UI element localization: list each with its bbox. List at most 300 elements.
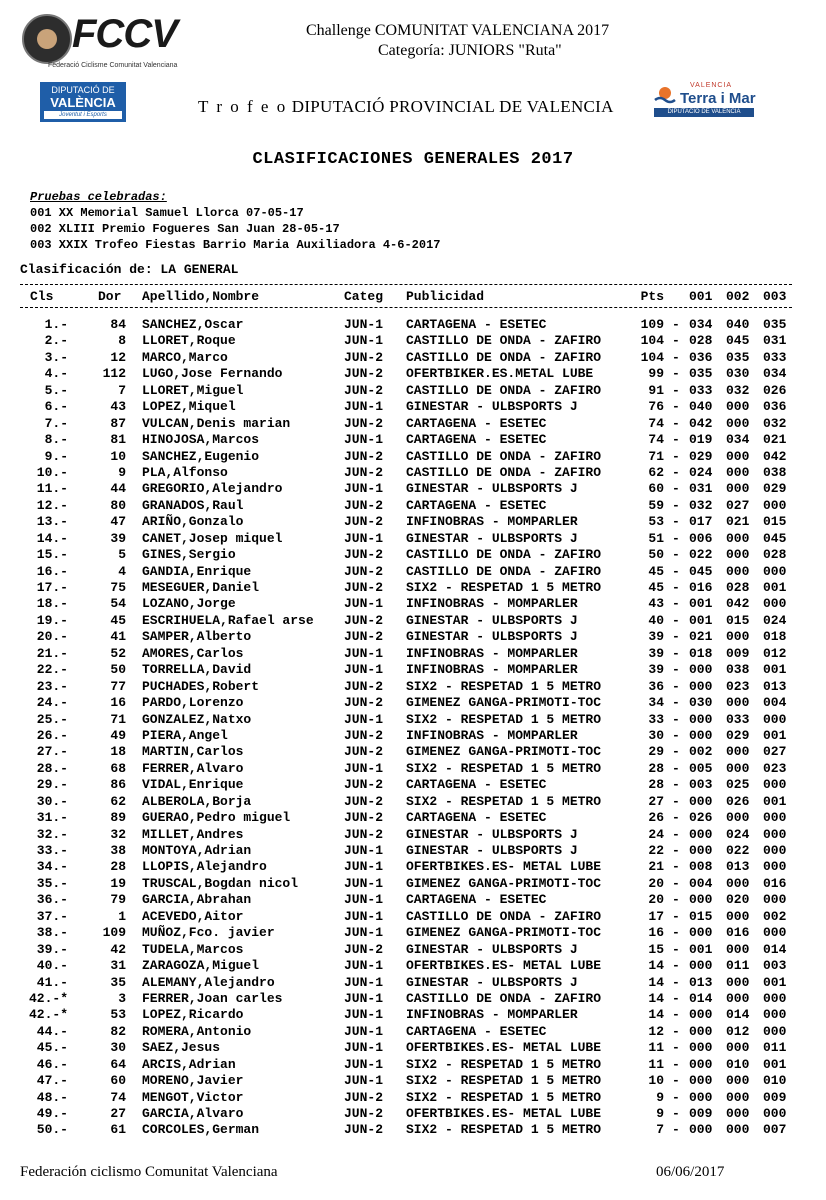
cell-dor: 10	[110, 448, 126, 464]
cell-name: CANET,Josep miquel	[142, 530, 283, 546]
cell-pts: 104	[640, 349, 664, 365]
cell-separator: -	[672, 777, 680, 793]
table-row	[20, 859, 792, 875]
cell-stage-3: 000	[763, 711, 787, 727]
cell-separator: -	[672, 727, 680, 743]
cell-dor: 12	[110, 349, 126, 365]
cell-categ: JUN-2	[344, 580, 384, 595]
cell-name: PLA,Alfonso	[142, 464, 228, 480]
cell-publicidad: CARTAGENA - ESETEC	[406, 810, 547, 826]
table-body	[20, 317, 792, 1139]
cell-publicidad: INFINOBRAS - MOMPARLER	[406, 727, 578, 743]
cell-separator: -	[672, 843, 680, 858]
cell-name: PUCHADES,Robert	[142, 678, 260, 694]
cell-stage-2: 000	[726, 1040, 750, 1056]
cell-pts: 43	[648, 596, 664, 612]
dipu-logo-line2: VALÈNCIA	[50, 95, 116, 110]
table-row	[20, 712, 792, 728]
cell-separator: -	[672, 793, 680, 809]
cell-stage-3: 001	[763, 1056, 787, 1072]
table-row	[20, 827, 792, 843]
trofeo-name: DIPUTACIÓ PROVINCIAL DE VALENCIA	[291, 97, 614, 116]
cell-cls: 46.-	[36, 1056, 68, 1072]
table-row	[20, 498, 792, 514]
table-row	[20, 679, 792, 695]
cell-stage-2: 028	[726, 580, 750, 595]
cell-stage-2: 000	[726, 481, 750, 497]
cell-publicidad: OFERTBIKES.ES- METAL LUBE	[406, 958, 602, 974]
table-row	[20, 416, 792, 432]
cell-dor: 49	[110, 727, 126, 743]
cell-stage-1: 031	[689, 481, 713, 497]
table-row	[20, 1024, 792, 1040]
cell-cls: 17.-	[36, 580, 68, 595]
cell-name: MILLET,Andres	[142, 826, 244, 842]
cell-publicidad: CASTILLO DE ONDA - ZAFIRO	[406, 990, 602, 1006]
cell-publicidad: SIX2 - RESPETAD 1 5 METRO	[406, 711, 602, 727]
cell-stage-3: 001	[763, 727, 787, 743]
cell-separator: -	[672, 629, 680, 645]
cell-stage-3: 000	[763, 563, 787, 579]
cell-categ: JUN-2	[344, 349, 384, 365]
cell-pts: 15	[648, 941, 664, 957]
cell-separator: -	[672, 1073, 680, 1089]
cell-name: GARCIA,Abrahan	[142, 892, 252, 908]
cell-publicidad: INFINOBRAS - MOMPARLER	[406, 514, 578, 530]
cell-dor: 38	[110, 843, 126, 858]
cell-stage-3: 009	[763, 1089, 787, 1105]
cell-pts: 11	[648, 1056, 664, 1072]
cell-categ: JUN-2	[344, 727, 384, 743]
cell-cls: 8.-	[44, 432, 68, 448]
cell-separator: -	[672, 596, 680, 612]
cell-separator: -	[672, 695, 680, 711]
cell-name: LOPEZ,Miquel	[142, 399, 236, 415]
cell-publicidad: CARTAGENA - ESETEC	[406, 415, 547, 431]
cell-cls: 45.-	[36, 1040, 68, 1056]
cell-separator: -	[672, 399, 680, 415]
cell-dor: 35	[110, 974, 126, 990]
cell-publicidad: GINESTAR - ULBSPORTS J	[406, 612, 578, 628]
cell-cls: 47.-	[36, 1073, 68, 1089]
cell-categ: JUN-2	[344, 744, 384, 760]
cell-name: ALEMANY,Alejandro	[142, 974, 275, 990]
header-pts: Pts	[640, 289, 664, 304]
cell-separator: -	[672, 990, 680, 1006]
cell-stage-1: 004	[689, 875, 713, 891]
cell-dor: 4	[118, 563, 126, 579]
cell-categ: JUN-1	[344, 1023, 384, 1039]
cell-name: ALBEROLA,Borja	[142, 793, 252, 809]
cell-separator: -	[672, 382, 680, 398]
cell-pts: 7	[656, 1122, 664, 1138]
cell-publicidad: GINESTAR - ULBSPORTS J	[406, 941, 578, 957]
cell-dor: 7	[118, 382, 126, 398]
cell-cls: 12.-	[36, 497, 68, 513]
cell-categ: JUN-2	[344, 678, 384, 694]
table-row	[20, 777, 792, 793]
table-row	[20, 399, 792, 415]
cell-stage-1: 029	[689, 448, 713, 464]
cell-stage-2: 000	[726, 974, 750, 990]
cell-cls: 22.-	[36, 662, 68, 678]
cell-publicidad: GIMENEZ GANGA-PRIMOTI-TOC	[406, 744, 602, 760]
cell-stage-3: 021	[763, 432, 787, 448]
cell-stage-1: 013	[689, 974, 713, 990]
cell-categ: JUN-2	[344, 382, 384, 398]
cell-cls: 32.-	[36, 826, 68, 842]
cell-categ: JUN-1	[344, 1073, 384, 1089]
terra-logo-top: VALENCIA	[690, 82, 733, 89]
cell-dor: 45	[110, 612, 126, 628]
cell-stage-3: 028	[763, 547, 787, 563]
table-row	[20, 333, 792, 349]
cell-categ: JUN-1	[344, 1040, 384, 1056]
cell-name: ESCRIHUELA,Rafael arse	[142, 612, 314, 628]
cell-publicidad: INFINOBRAS - MOMPARLER	[406, 596, 578, 612]
cell-publicidad: SIX2 - RESPETAD 1 5 METRO	[406, 1122, 602, 1138]
cell-stage-3: 007	[763, 1122, 787, 1138]
cell-name: LLOPIS,Alejandro	[142, 859, 267, 875]
cell-dor: 71	[110, 711, 126, 727]
cell-pts: 9	[656, 1106, 664, 1121]
cell-dor: 8	[118, 333, 126, 349]
cell-name: MESEGUER,Daniel	[142, 580, 260, 595]
cell-stage-2: 042	[726, 596, 750, 612]
cell-publicidad: SIX2 - RESPETAD 1 5 METRO	[406, 678, 602, 694]
pruebas-heading: Pruebas celebradas:	[30, 190, 167, 204]
cell-stage-3: 000	[763, 990, 787, 1006]
cell-stage-3: 035	[763, 317, 787, 332]
cell-stage-1: 000	[689, 892, 713, 908]
cell-name: AMORES,Carlos	[142, 645, 244, 661]
cell-name: MUÑOZ,Fco. javier	[142, 925, 275, 941]
cell-categ: JUN-1	[344, 317, 384, 332]
cell-stage-3: 036	[763, 399, 787, 415]
cell-name: PARDO,Lorenzo	[142, 695, 244, 711]
cell-publicidad: GINESTAR - ULBSPORTS J	[406, 826, 578, 842]
cell-publicidad: SIX2 - RESPETAD 1 5 METRO	[406, 1056, 602, 1072]
cell-separator: -	[672, 662, 680, 678]
cell-cls: 20.-	[36, 629, 68, 645]
cell-stage-2: 000	[726, 399, 750, 415]
cell-publicidad: CARTAGENA - ESETEC	[406, 777, 547, 793]
cell-categ: JUN-1	[344, 481, 384, 497]
cell-publicidad: GINESTAR - ULBSPORTS J	[406, 629, 578, 645]
cell-categ: JUN-1	[344, 958, 384, 974]
cell-categ: JUN-1	[344, 432, 384, 448]
cell-dor: 80	[110, 497, 126, 513]
cell-name: LLORET,Roque	[142, 333, 236, 349]
table-row	[20, 629, 792, 645]
cell-stage-1: 017	[689, 514, 713, 530]
cell-publicidad: GINESTAR - ULBSPORTS J	[406, 481, 578, 497]
cell-cls: 23.-	[36, 678, 68, 694]
cell-stage-3: 000	[763, 1106, 787, 1121]
table-row	[20, 1090, 792, 1106]
cell-stage-1: 001	[689, 612, 713, 628]
cell-pts: 26	[648, 810, 664, 826]
header-dor: Dor	[98, 289, 122, 304]
cell-publicidad: INFINOBRAS - MOMPARLER	[406, 1007, 578, 1023]
cell-dor: 27	[110, 1106, 126, 1121]
cell-name: FERRER,Alvaro	[142, 760, 244, 776]
cell-stage-1: 018	[689, 645, 713, 661]
cell-stage-3: 016	[763, 875, 787, 891]
cell-categ: JUN-1	[344, 662, 384, 678]
cell-stage-3: 000	[763, 596, 787, 612]
cell-stage-2: 014	[726, 1007, 750, 1023]
cell-name: MARCO,Marco	[142, 349, 228, 365]
cell-stage-3: 018	[763, 629, 787, 645]
cell-stage-1: 022	[689, 547, 713, 563]
cell-name: MORENO,Javier	[142, 1073, 244, 1089]
cell-cls: 41.-	[36, 974, 68, 990]
cell-cls: 11.-	[36, 481, 68, 497]
cell-publicidad: CASTILLO DE ONDA - ZAFIRO	[406, 908, 602, 924]
cell-categ: JUN-2	[344, 497, 384, 513]
cell-dor: 68	[110, 760, 126, 776]
cell-pts: 16	[648, 925, 664, 941]
cell-separator: -	[672, 366, 680, 382]
cell-stage-2: 025	[726, 777, 750, 793]
cell-pts: 20	[648, 892, 664, 908]
cell-pts: 53	[648, 514, 664, 530]
cell-name: MENGOT,Victor	[142, 1089, 244, 1105]
table-row	[20, 695, 792, 711]
cell-pts: 62	[648, 464, 664, 480]
cell-dor: 30	[110, 1040, 126, 1056]
table-row	[20, 580, 792, 596]
diputacio-valencia-logo	[40, 82, 126, 122]
cell-separator: -	[672, 1106, 680, 1121]
cell-pts: 21	[648, 859, 664, 875]
cell-separator: -	[672, 547, 680, 563]
prueba-item: 001 XX Memorial Samuel Llorca 07-05-17	[30, 206, 304, 220]
cell-publicidad: SIX2 - RESPETAD 1 5 METRO	[406, 1073, 602, 1089]
cell-pts: 28	[648, 760, 664, 776]
header-cls: Cls	[30, 289, 54, 304]
header-name: Apellido,Nombre	[142, 289, 260, 304]
table-header-row	[20, 285, 792, 307]
cell-cls: 18.-	[36, 596, 68, 612]
cell-dor: 1	[118, 908, 126, 924]
cell-separator: -	[672, 612, 680, 628]
cell-categ: JUN-2	[344, 695, 384, 711]
cell-categ: JUN-1	[344, 760, 384, 776]
cell-cls: 35.-	[36, 875, 68, 891]
cell-stage-1: 032	[689, 497, 713, 513]
cell-name: MONTOYA,Adrian	[142, 843, 252, 858]
cell-name: VIDAL,Enrique	[142, 777, 244, 793]
cell-pts: 45	[648, 563, 664, 579]
table-row	[20, 975, 792, 991]
cell-dor: 47	[110, 514, 126, 530]
cell-dor: 16	[110, 695, 126, 711]
cell-stage-2: 034	[726, 432, 750, 448]
cell-pts: 24	[648, 826, 664, 842]
cell-dor: 41	[110, 629, 126, 645]
cell-categ: JUN-1	[344, 908, 384, 924]
cell-stage-3: 003	[763, 958, 787, 974]
cell-stage-2: 045	[726, 333, 750, 349]
cell-cls: 48.-	[36, 1089, 68, 1105]
cell-stage-2: 000	[726, 464, 750, 480]
cell-categ: JUN-2	[344, 1122, 384, 1138]
cell-separator: -	[672, 1040, 680, 1056]
cell-stage-2: 000	[726, 1122, 750, 1138]
cell-cls: 39.-	[36, 941, 68, 957]
cell-stage-3: 000	[763, 925, 787, 941]
cell-cls: 2.-	[44, 333, 68, 349]
cell-publicidad: OFERTBIKES.ES- METAL LUBE	[406, 859, 602, 875]
cell-stage-3: 013	[763, 678, 787, 694]
prueba-item: 003 XXIX Trofeo Fiestas Barrio Maria Auxiliadora 4-6-2017	[30, 238, 441, 252]
table-row	[20, 794, 792, 810]
cell-stage-3: 027	[763, 744, 787, 760]
cell-pts: 12	[648, 1023, 664, 1039]
cell-separator: -	[672, 974, 680, 990]
cell-cls: 16.-	[36, 563, 68, 579]
cell-separator: -	[672, 760, 680, 776]
cell-categ: JUN-2	[344, 415, 384, 431]
cell-dor: 89	[110, 810, 126, 826]
cell-name: TUDELA,Marcos	[142, 941, 244, 957]
prueba-item: 002 XLIII Premio Fogueres San Juan 28-05-17	[30, 222, 340, 236]
table-row	[20, 991, 792, 1007]
cell-dor: 79	[110, 892, 126, 908]
cell-separator: -	[672, 892, 680, 908]
cell-stage-1: 035	[689, 366, 713, 382]
table-row	[20, 465, 792, 481]
cell-stage-3: 000	[763, 810, 787, 826]
cell-name: GONZALEZ,Natxo	[142, 711, 252, 727]
cell-publicidad: GINESTAR - ULBSPORTS J	[406, 399, 578, 415]
cell-stage-2: 033	[726, 711, 750, 727]
cell-stage-1: 000	[689, 1023, 713, 1039]
cell-cls: 30.-	[36, 793, 68, 809]
cell-stage-2: 029	[726, 727, 750, 743]
cell-categ: JUN-1	[344, 892, 384, 908]
cell-stage-2: 015	[726, 612, 750, 628]
cell-stage-3: 001	[763, 974, 787, 990]
results-table	[20, 280, 792, 1139]
cell-dor: 62	[110, 793, 126, 809]
cell-pts: 33	[648, 711, 664, 727]
cell-separator: -	[672, 497, 680, 513]
cell-dor: 60	[110, 1073, 126, 1089]
table-row	[20, 1057, 792, 1073]
cell-separator: -	[672, 941, 680, 957]
cell-stage-1: 024	[689, 464, 713, 480]
cell-stage-1: 000	[689, 662, 713, 678]
cell-separator: -	[672, 744, 680, 760]
cell-stage-2: 000	[726, 1089, 750, 1105]
cell-separator: -	[672, 1122, 680, 1138]
cell-cls: 14.-	[36, 530, 68, 546]
cell-dor: 42	[110, 941, 126, 957]
cell-stage-3: 038	[763, 464, 787, 480]
cell-name: GREGORIO,Alejandro	[142, 481, 283, 497]
cell-categ: JUN-2	[344, 366, 384, 382]
table-row	[20, 1007, 792, 1023]
cell-stage-3: 032	[763, 415, 787, 431]
cell-publicidad: CASTILLO DE ONDA - ZAFIRO	[406, 563, 602, 579]
cell-name: GINES,Sergio	[142, 547, 236, 563]
cell-categ: JUN-1	[344, 974, 384, 990]
cell-separator: -	[672, 925, 680, 941]
cell-stage-1: 000	[689, 1122, 713, 1138]
cell-pts: 51	[648, 530, 664, 546]
cell-cls: 50.-	[36, 1122, 68, 1138]
cell-name: SAEZ,Jesus	[142, 1040, 221, 1056]
trofeo-title	[198, 97, 614, 117]
cell-stage-2: 000	[726, 629, 750, 645]
cell-stage-1: 000	[689, 793, 713, 809]
cell-separator: -	[672, 678, 680, 694]
cell-stage-3: 000	[763, 859, 787, 875]
cell-dor: 39	[110, 530, 126, 546]
cell-stage-2: 000	[726, 563, 750, 579]
table-row	[20, 449, 792, 465]
cell-stage-1: 034	[689, 317, 713, 332]
cell-categ: JUN-2	[344, 793, 384, 809]
footer-date: 06/06/2017	[656, 1164, 725, 1180]
cell-dor: 5	[118, 547, 126, 563]
cell-pts: 34	[648, 695, 664, 711]
cell-stage-1: 001	[689, 941, 713, 957]
cell-stage-3: 023	[763, 760, 787, 776]
table-row	[20, 1073, 792, 1089]
cell-cls: 34.-	[36, 859, 68, 875]
table-row	[20, 432, 792, 448]
cell-name: HINOJOSA,Marcos	[142, 432, 260, 448]
cell-categ: JUN-2	[344, 777, 384, 793]
cell-cls: 49.-	[36, 1106, 68, 1121]
cell-pts: 50	[648, 547, 664, 563]
cell-stage-2: 038	[726, 662, 750, 678]
cell-separator: -	[672, 810, 680, 826]
cell-pts: 17	[648, 908, 664, 924]
table-row	[20, 613, 792, 629]
cell-name: GUERAO,Pedro miguel	[142, 810, 291, 826]
cell-stage-2: 023	[726, 678, 750, 694]
cell-dor: 43	[110, 399, 126, 415]
cell-stage-1: 000	[689, 1056, 713, 1072]
cell-dor: 3	[118, 990, 126, 1006]
cell-name: LOPEZ,Ricardo	[142, 1007, 244, 1023]
cell-stage-2: 030	[726, 366, 750, 382]
cell-cls: 33.-	[36, 843, 68, 858]
cell-cls: 36.-	[36, 892, 68, 908]
cell-cls: 37.-	[36, 908, 68, 924]
cell-stage-3: 011	[763, 1040, 787, 1056]
cell-categ: JUN-1	[344, 530, 384, 546]
cell-stage-3: 024	[763, 612, 787, 628]
cell-publicidad: CARTAGENA - ESETEC	[406, 432, 547, 448]
cell-categ: JUN-2	[344, 547, 384, 563]
cell-name: VULCAN,Denis marian	[142, 415, 291, 431]
cell-stage-3: 045	[763, 530, 787, 546]
clasificacion-label: Clasificación de: LA GENERAL	[20, 262, 239, 277]
cell-dor: 112	[102, 366, 126, 382]
cell-cls: 4.-	[44, 366, 68, 382]
cell-stage-1: 030	[689, 695, 713, 711]
cell-stage-2: 000	[726, 744, 750, 760]
terra-logo-main: Terra i Mar	[680, 90, 756, 107]
cell-pts: 20	[648, 875, 664, 891]
cell-pts: 9	[656, 1089, 664, 1105]
